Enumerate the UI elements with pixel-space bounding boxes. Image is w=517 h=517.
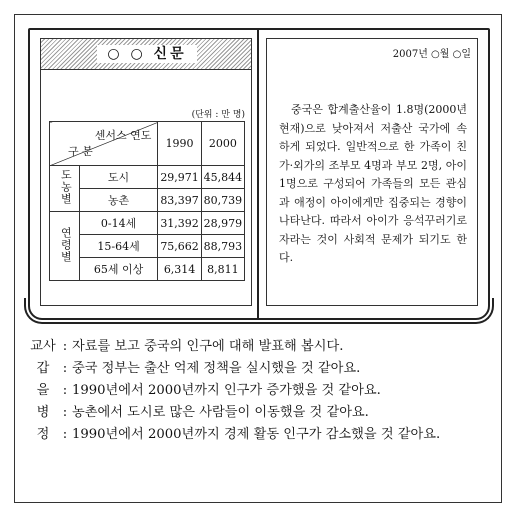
dialogue-text: 중국 정부는 출산 억제 정책을 실시했을 것 같아요. [72, 361, 361, 376]
dialogue-line [28, 336, 498, 358]
group-age: 연령별 [50, 212, 80, 281]
cell-1990: 6,314 [158, 258, 201, 281]
dialogue-line [28, 402, 498, 424]
dialogue-text: 농촌에서 도시로 많은 사람들이 이동했을 것 같아요. [72, 405, 369, 420]
colon: : [62, 383, 68, 398]
cell-2000: 88,793 [201, 235, 244, 258]
speaker-byeong: 병 [36, 405, 50, 420]
speaker-gap: 갑 [36, 361, 50, 376]
table-corner-cell [50, 122, 158, 166]
row-label: 0-14세 [79, 212, 158, 235]
colon: : [62, 339, 68, 354]
speaker-eul: 을 [36, 383, 50, 398]
dialogue-line [28, 380, 498, 402]
colon: : [62, 427, 68, 442]
speaker-teacher: 교사 [30, 339, 56, 354]
table-row [50, 258, 245, 281]
colon: : [62, 405, 68, 420]
newspaper-article: 중국은 합계출산율이 1.8명(2000년 현재)으로 낮아져서 저출산 국가에 속하게 되었다. 일반적으로 한 가족이 친가·외가의 조부모 4명과 부모 2명, 아이 1명으로 구성되어 가족들의 모든 관심과 애정이 아이에게만 집중되는 경향이 나타난다. 따라서 아이가 응석꾸러기로 자라는 것이 사회적 문제가 되기도 한다. [279, 103, 467, 264]
corner-top-label: 센서스 연도 [94, 129, 152, 142]
row-label: 농촌 [79, 189, 158, 212]
newspaper-left-page [40, 38, 252, 306]
dialogue-text: 1990년에서 2000년까지 인구가 증가했을 것 같아요. [72, 383, 381, 398]
table-row [50, 212, 245, 235]
newspaper-title: ○ ○ 신문 [97, 45, 197, 63]
dialogue-text: 자료를 보고 중국의 인구에 대해 발표해 봅시다. [72, 339, 344, 354]
census-table [49, 121, 245, 281]
dialogue-text: 1990년에서 2000년까지 경제 활동 인구가 감소했을 것 같아요. [72, 427, 441, 442]
cell-2000: 45,844 [201, 166, 244, 189]
dialogue [28, 336, 498, 446]
newspaper-spine [257, 30, 259, 318]
cell-2000: 80,739 [201, 189, 244, 212]
cell-2000: 8,811 [201, 258, 244, 281]
table-unit-label: (단위 : 만 명) [191, 110, 245, 120]
dialogue-line [28, 424, 498, 446]
group-urban-rural: 도농별 [50, 166, 80, 212]
colon: : [62, 361, 68, 376]
cell-1990: 83,397 [158, 189, 201, 212]
cell-1990: 29,971 [158, 166, 201, 189]
year-header-1990: 1990 [158, 122, 201, 166]
year-header-2000: 2000 [201, 122, 244, 166]
newspaper-date: 2007년 ○월 ○일 [392, 49, 471, 60]
newspaper-right-page [266, 38, 478, 306]
cell-2000: 28,979 [201, 212, 244, 235]
table-row [50, 189, 245, 212]
row-label: 65세 이상 [79, 258, 158, 281]
newspaper-masthead [41, 39, 251, 70]
newspaper [28, 28, 490, 320]
row-label: 도시 [79, 166, 158, 189]
speaker-jeong: 정 [36, 427, 50, 442]
corner-bottom-label: 구 분 [68, 145, 93, 158]
dialogue-line [28, 358, 498, 380]
cell-1990: 75,662 [158, 235, 201, 258]
table-row [50, 235, 245, 258]
cell-1990: 31,392 [158, 212, 201, 235]
table-header-row [50, 122, 245, 166]
table-row [50, 166, 245, 189]
row-label: 15-64세 [79, 235, 158, 258]
